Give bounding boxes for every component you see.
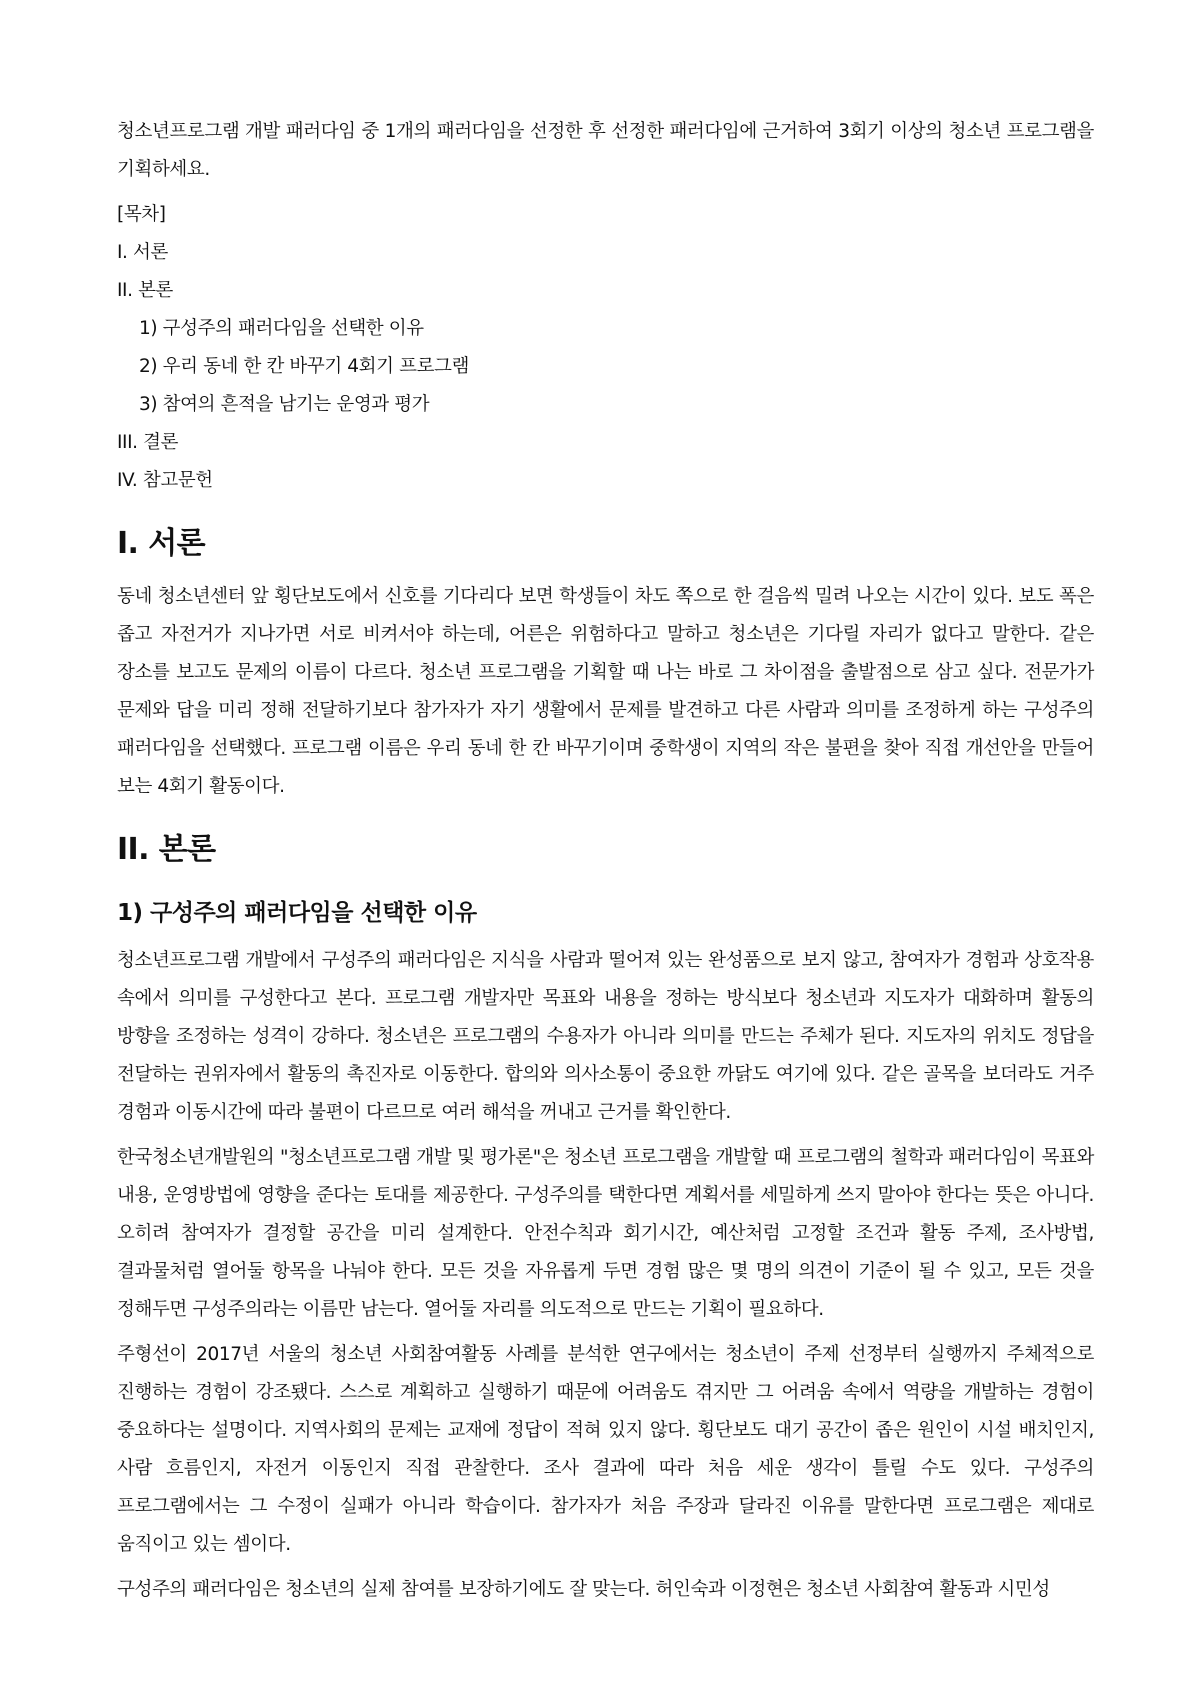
toc-item-body-1: 1) 구성주의 패러다임을 선택한 이유	[139, 318, 424, 339]
toc-item-body-3: 3) 참여의 흔적을 남기는 운영과 평가	[139, 394, 430, 415]
toc-item-references: IV. 참고문헌	[117, 470, 213, 491]
body-heading: II. 본론	[117, 832, 216, 867]
body-sub1-paragraph-1: 청소년프로그램 개발에서 구성주의 패러다임은 지식을 사람과 떨어져 있는 완성품으로 보지 않고, 참여자가 경험과 상호작용 속에서 의미를 구성한다고 본다. 프로그램 개발자만 목표와 내용을 정하는 방식보다 청소년과 지도자가 대화하며 활동의 방향을 조정하는 성격이 강하다. 청소년은 프로그램의 수용자가 아니라 의미를 만드는 주체가 된다. 지도자의 위치도 정답을 전달하는 권위자에서 활동의 촉진자로 이동한다. 합의와 의사소통이 중요한 까닭도 여기에 있다. 같은 골목을 보더라도 거주 경험과 이동시간에 따라 불편이 다르므로 여러 해석을 꺼내고 근거를 확인한다.	[117, 950, 1095, 1123]
body-sub1-paragraph-3: 주형선이 2017년 서울의 청소년 사회참여활동 사례를 분석한 연구에서는 청소년이 주제 선정부터 실행까지 주체적으로 진행하는 경험이 강조됐다. 스스로 계획하고 실행하기 때문에 어려움도 겪지만 그 어려움 속에서 역량을 개발하는 경험이 중요하다는 설명이다. 지역사회의 문제는 교재에 정답이 적혀 있지 않다. 횡단보도 대기 공간이 좁은 원인이 시설 배치인지, 사람 흐름인지, 자전거 이동인지 직접 관찰한다. 조사 결과에 따라 처음 세운 생각이 틀릴 수도 있다. 구성주의 프로그램에서는 그 수정이 실패가 아니라 학습이다. 참가자가 처음 주장과 달라진 이유를 말한다면 프로그램은 제대로 움직이고 있는 셈이다.	[117, 1344, 1094, 1555]
body-sub1-paragraph-4: 구성주의 패러다임은 청소년의 실제 참여를 보장하기에도 잘 맞는다. 허인숙과 이정현은 청소년 사회참여 활동과 시민성	[117, 1579, 1050, 1600]
toc-item-body-2: 2) 우리 동네 한 칸 바꾸기 4회기 프로그램	[139, 356, 469, 377]
body-sub1-heading: 1) 구성주의 패러다임을 선택한 이유	[117, 900, 477, 926]
toc-item-intro: I. 서론	[117, 242, 168, 263]
toc-label: [목차]	[117, 204, 166, 225]
intro-paragraph: 동네 청소년센터 앞 횡단보도에서 신호를 기다리다 보면 학생들이 차도 쪽으로 한 걸음씩 밀려 나오는 시간이 있다. 보도 폭은 좁고 자전거가 지나가면 서로 비켜서야 하는데, 어른은 위험하다고 말하고 청소년은 기다릴 자리가 없다고 말한다. 같은 장소를 보고도 문제의 이름이 다르다. 청소년 프로그램을 기획할 때 나는 바로 그 차이점을 출발점으로 삼고 싶다. 전문가가 문제와 답을 미리 정해 전달하기보다 참가자가 자기 생활에서 문제를 발견하고 다른 사람과 의미를 조정하게 하는 구성주의 패러다임을 선택했다. 프로그램 이름은 우리 동네 한 칸 바꾸기이며 중학생이 지역의 작은 불편을 찾아 직접 개선안을 만들어 보는 4회기 활동이다.	[117, 586, 1094, 797]
assignment-prompt: 청소년프로그램 개발 패러다임 중 1개의 패러다임을 선정한 후 선정한 패러다임에 근거하여 3회기 이상의 청소년 프로그램을 기획하세요.	[117, 121, 1094, 180]
table-of-contents	[117, 234, 1094, 500]
intro-heading: I. 서론	[117, 526, 205, 561]
body-sub1-paragraph-2: 한국청소년개발원의 "청소년프로그램 개발 및 평가론"은 청소년 프로그램을 개발할 때 프로그램의 철학과 패러다임이 목표와 내용, 운영방법에 영향을 준다는 토대를 제공한다. 구성주의를 택한다면 계획서를 세밀하게 쓰지 말아야 한다는 뜻은 아니다. 오히려 참여자가 결정할 공간을 미리 설계한다. 안전수칙과 회기시간, 예산처럼 고정할 조건과 활동 주제, 조사방법, 결과물처럼 열어둘 항목을 나눠야 한다. 모든 것을 자유롭게 두면 경험 많은 몇 명의 의견이 기준이 될 수 있고, 모든 것을 정해두면 구성주의라는 이름만 남는다. 열어둘 자리를 의도적으로 만드는 기획이 필요하다.	[117, 1147, 1094, 1320]
toc-item-body: II. 본론	[117, 280, 174, 301]
toc-item-conclusion: III. 결론	[117, 432, 179, 453]
